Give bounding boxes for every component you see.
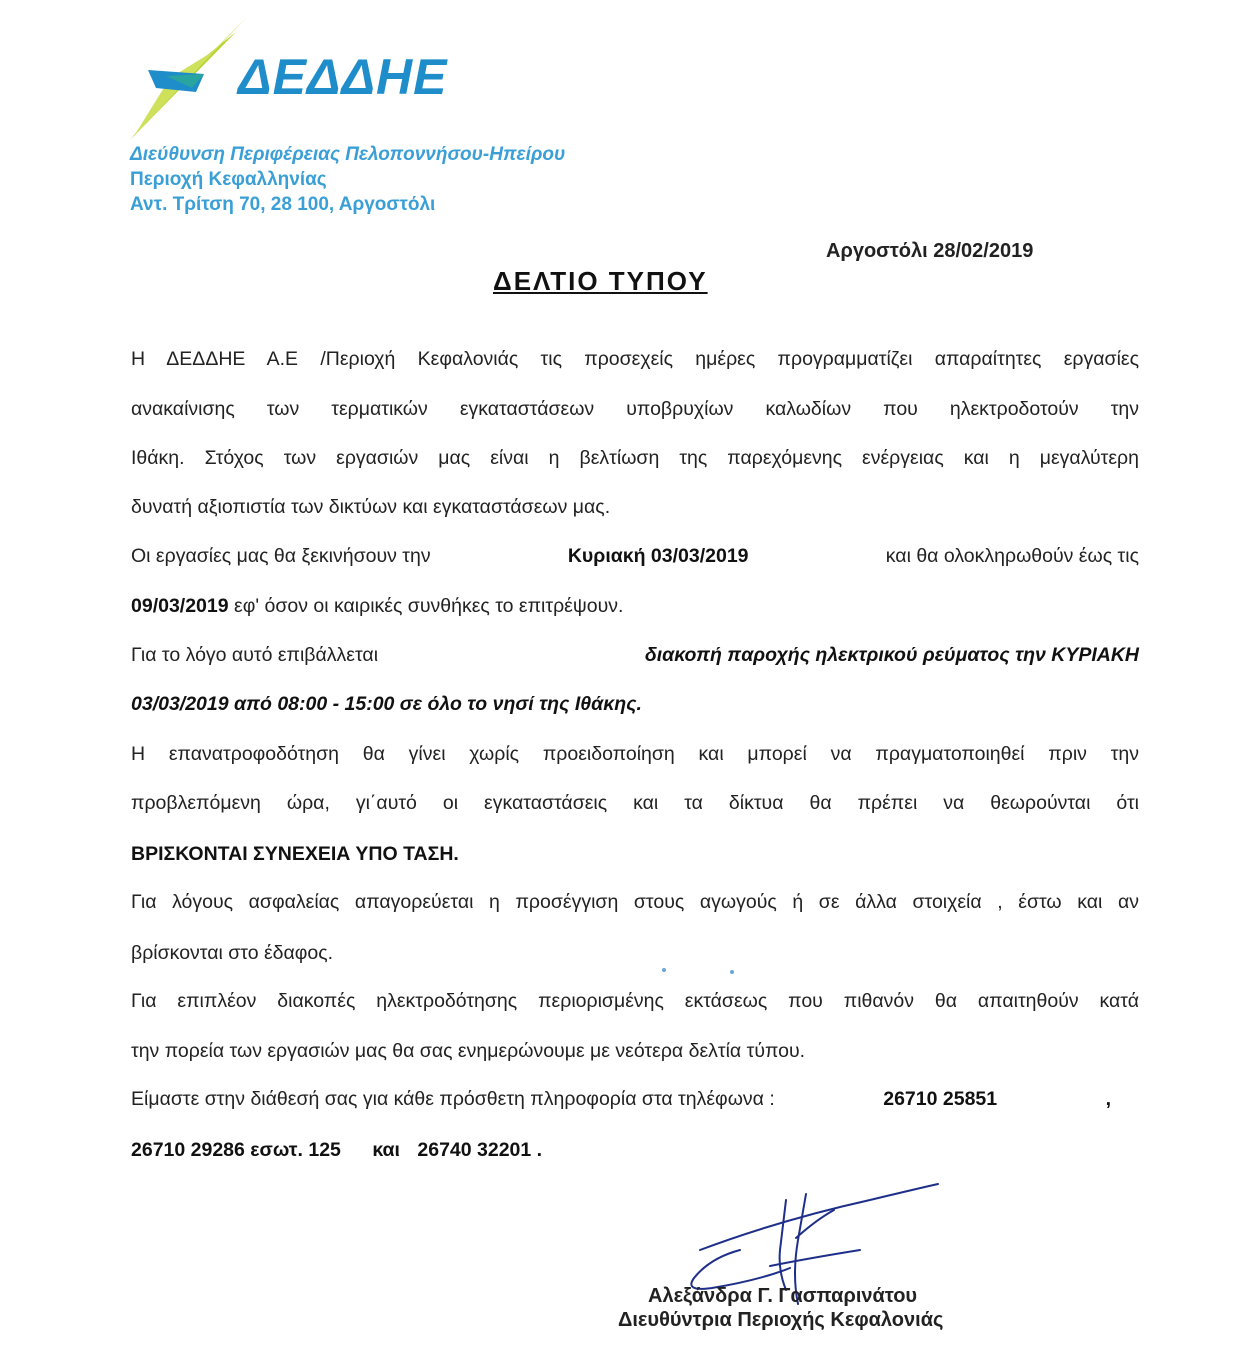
body-text: Είμαστε στην διάθεσή σας για κάθε πρόσθετη πληροφορία στα τηλέφωνα : bbox=[131, 1088, 775, 1110]
letterhead-street: Αντ. Τρίτση 70, 28 100, Αργοστόλι bbox=[130, 194, 436, 215]
phone-number: 26710 25851 bbox=[883, 1088, 998, 1110]
signatory-name: Αλεξάνδρα Γ. Γασπαρινάτου bbox=[648, 1285, 918, 1307]
body-line: Για επιπλέον διακοπές ηλεκτροδότησης περιορισμένης εκτάσεως που πιθανόν θα απαιτηθούν κατά bbox=[131, 990, 1139, 1012]
document-title: ΔΕΛΤΙΟ ΤΥΠΟΥ bbox=[493, 266, 708, 296]
phone-number: 26710 29286 εσωτ. 125 bbox=[131, 1139, 341, 1161]
body-line: την πορεία των εργασιών μας θα σας ενημερώνουμε με νεότερα δελτία τύπου. bbox=[131, 1040, 806, 1062]
separator: , bbox=[1105, 1088, 1111, 1110]
ink-speck bbox=[730, 970, 734, 974]
letterhead-area: Περιοχή Κεφαλληνίας bbox=[130, 169, 327, 190]
letterhead-division: Διεύθυνση Περιφέρειας Πελοποννήσου-Ηπείρου bbox=[130, 144, 566, 165]
letterhead-address bbox=[130, 142, 565, 217]
logo bbox=[126, 18, 456, 142]
body-line: δυνατή αξιοπιστία των δικτύων και εγκαταστάσεων μας. bbox=[131, 496, 611, 518]
ink-speck bbox=[662, 968, 666, 972]
start-date: Κυριακή 03/03/2019 bbox=[567, 545, 749, 567]
outage-notice: διακοπή παροχής ηλεκτρικού ρεύματος την ΚΥΡΙΑΚΗ bbox=[644, 644, 1139, 666]
body-line bbox=[131, 1139, 1139, 1162]
body-line: Η επανατροφοδότηση θα γίνει χωρίς προειδοποίηση και μπορεί να πραγματοποιηθεί πριν την bbox=[131, 743, 1139, 765]
body-line: Για λόγους ασφαλείας απαγορεύεται η προσέγγιση στους αγωγούς ή σε άλλα στοιχεία , έστω και αν bbox=[131, 891, 1139, 913]
body-line: Ιθάκη. Στόχος των εργασιών μας είναι η βελτίωση της παρεχόμενης ενέργειας και η μεγαλύτερη bbox=[131, 447, 1139, 469]
body-text: εφ' όσον οι καιρικές συνθήκες το επιτρέψουν. bbox=[234, 595, 624, 617]
end-date: 09/03/2019 bbox=[131, 595, 229, 617]
warning-text: ΒΡΙΣΚΟΝΤΑΙ ΣΥΝΕΧΕΙΑ ΥΠΟ ΤΑΣΗ. bbox=[131, 843, 459, 865]
body-line bbox=[131, 545, 1139, 568]
body-line: προβλεπόμενη ώρα, γι΄αυτό οι εγκαταστάσεις και τα δίκτυα θα πρέπει να θεωρούνται ότι bbox=[131, 792, 1139, 814]
conjunction: και bbox=[372, 1139, 400, 1161]
body-line bbox=[131, 595, 1139, 618]
body-text: και θα ολοκληρωθούν έως τις bbox=[885, 545, 1139, 567]
body-line bbox=[131, 1088, 1111, 1111]
body-line bbox=[131, 644, 1139, 667]
logo-mark-icon bbox=[126, 18, 246, 142]
logo-text: ΔΕΔΔΗΕ bbox=[238, 49, 448, 105]
outage-details: 03/03/2019 από 08:00 - 15:00 σε όλο το νησί της Ιθάκης. bbox=[131, 693, 642, 715]
phone-number: 26740 32201 . bbox=[417, 1139, 543, 1161]
body-line: Η ΔΕΔΔΗΕ Α.Ε /Περιοχή Κεφαλονιάς τις προσεχείς ημέρες προγραμματίζει απαραίτητες εργασίες bbox=[131, 348, 1139, 370]
signatory-role: Διευθύντρια Περιοχής Κεφαλονιάς bbox=[618, 1309, 944, 1331]
body-line: ανακαίνισης των τερματικών εγκαταστάσεων υποβρυχίων καλωδίων που ηλεκτροδοτούν την bbox=[131, 398, 1139, 420]
body-text: Για το λόγο αυτό επιβάλλεται bbox=[131, 644, 379, 666]
body-line: βρίσκονται στο έδαφος. bbox=[131, 942, 334, 964]
body-text: Οι εργασίες μας θα ξεκινήσουν την bbox=[131, 545, 431, 567]
document-date: Αργοστόλι 28/02/2019 bbox=[826, 240, 1034, 262]
